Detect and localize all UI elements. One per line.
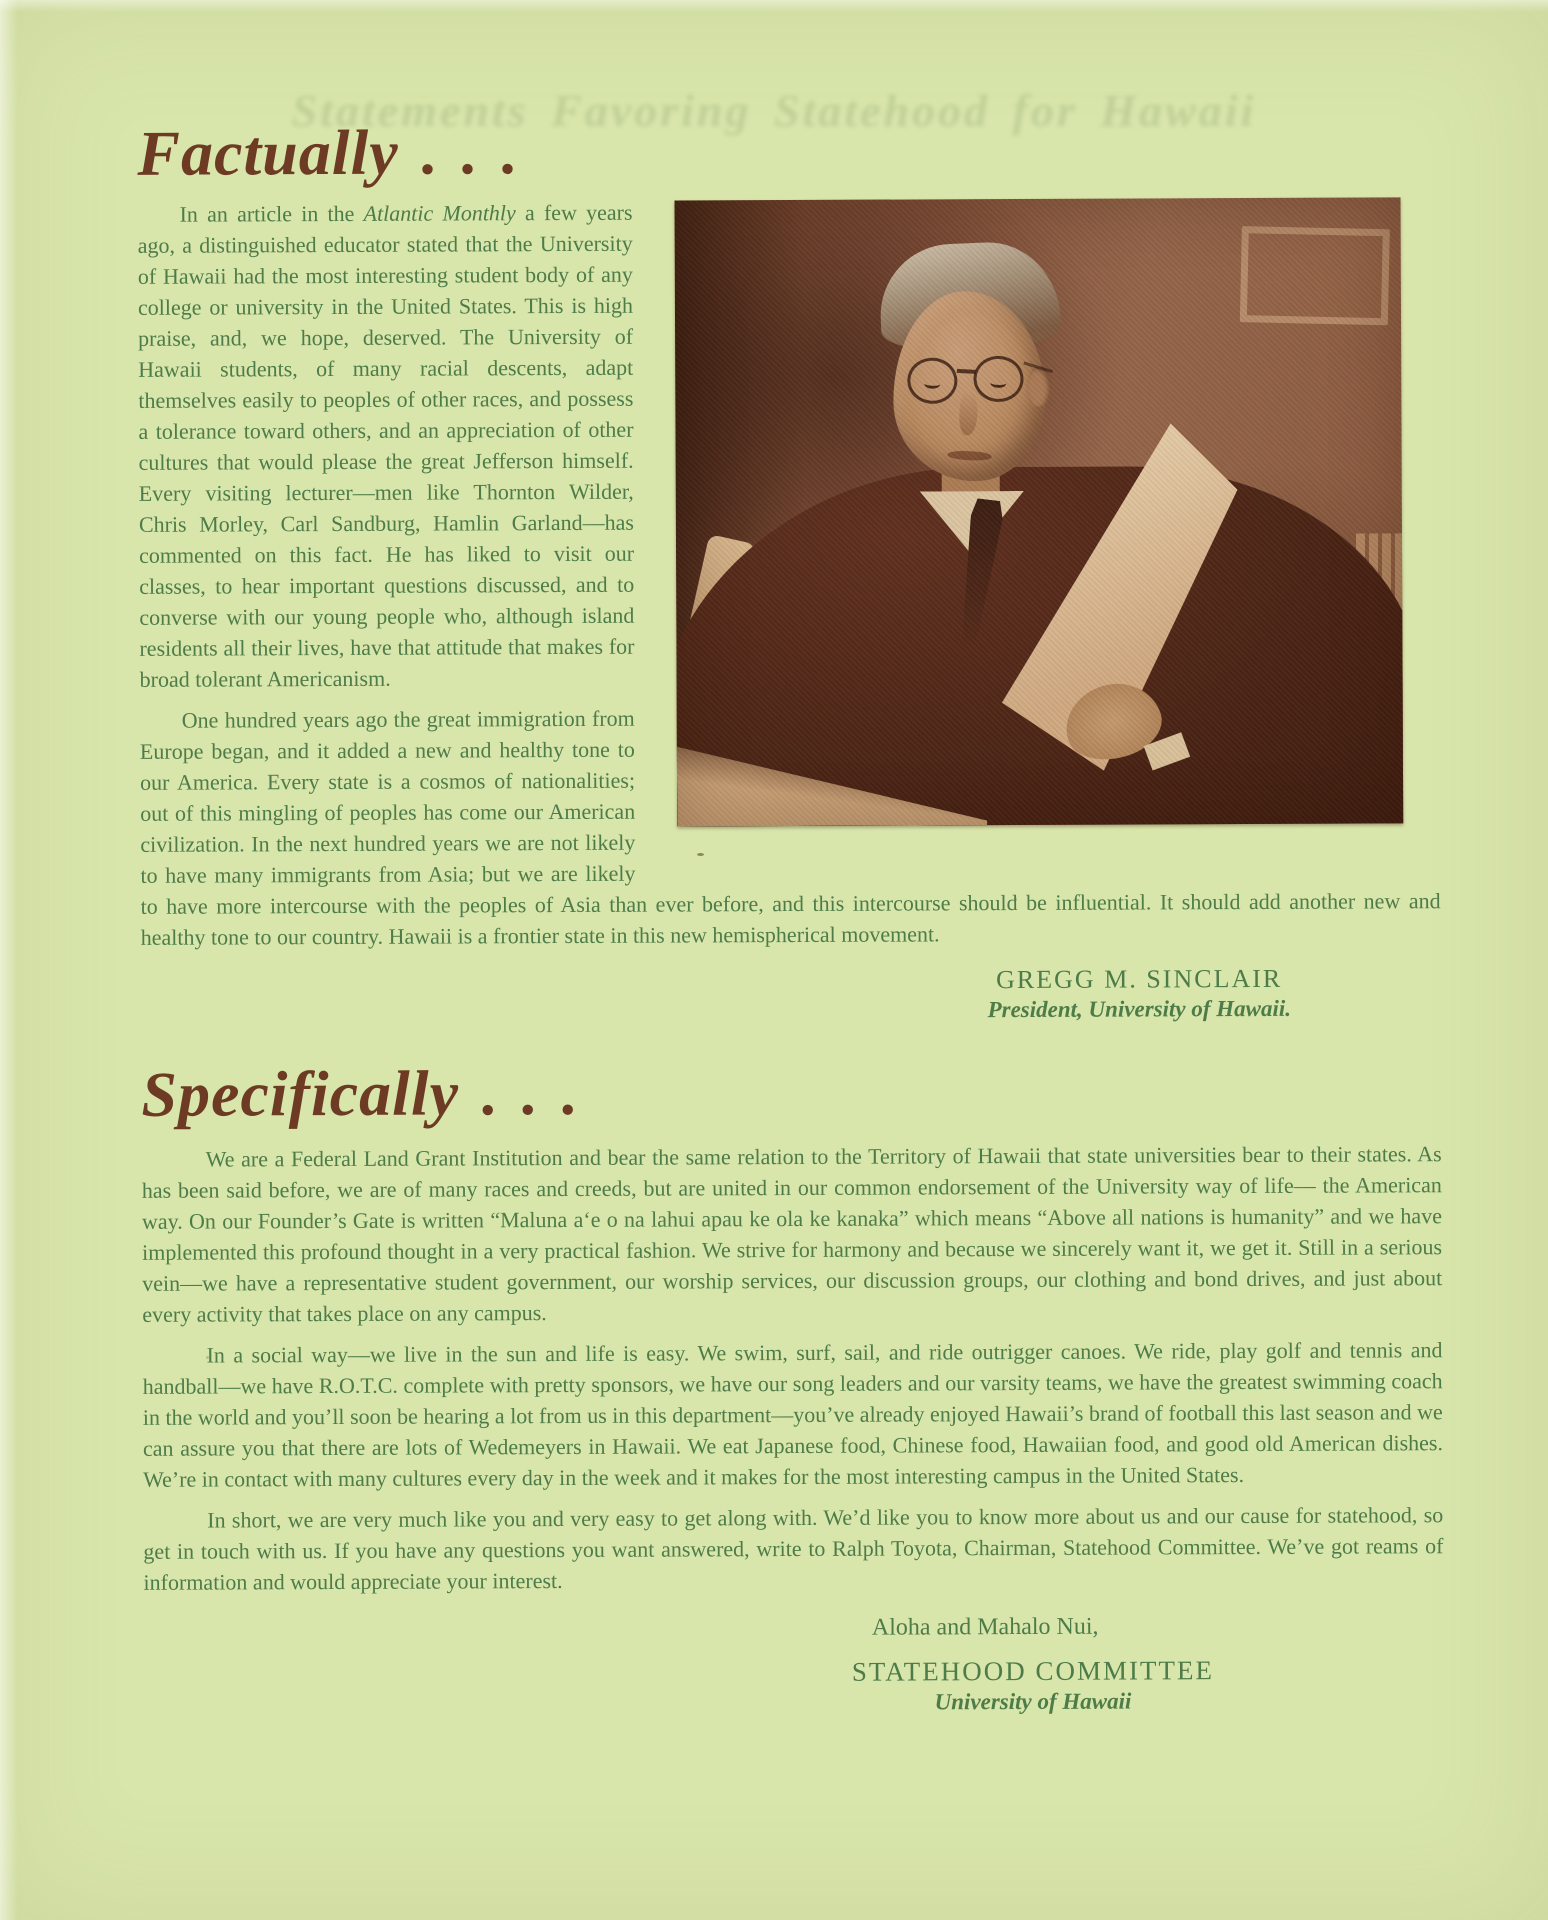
factually-paragraph-2: One hundred years ago the great immigration from Europe began, and it added a new and healthy tone to our America. Every state is a cosmos of nationalities; out of this mingling of peoples has come our American civilization. In the next hundred years we are not likely to have many immigrants from Asia; but we are likely to have more intercourse with the peoples of Asia than ever before, and this intercourse should be influential. It should add another new and healthy tone to our country. Hawaii is a frontier state in this new hemispherical movement.	[139, 705, 1441, 950]
page-content	[137, 0, 1444, 1720]
closing-organization-sub: University of Hawaii	[934, 1688, 1132, 1715]
sinclair-portrait-photo	[675, 197, 1404, 826]
signature-name: GREGG M. SINCLAIR	[996, 963, 1283, 995]
factually-heading: Factually . . .	[137, 116, 519, 189]
specifically-paragraph-1: We are a Federal Land Grant Institution and bear the same relation to the Territory of Hawaii that state universities bear to their states. As has been said before, we are of many races and creeds, but are united in our common endorsement of the University way of life— the American way. On our Founder’s Gate is written “Maluna a‘e o na lahui apau ke ola ke kanaka” which means “Above all nations is humanity” and we have implemented this profound thought in a very practical fashion. We strive for harmony and because we sincerely want it, we get it. Still in a serious vein—we have a representative student government, our worship services, our discussion groups, our clothing and bond drives, and just about every activity that takes place on any campus.	[141, 1141, 1443, 1327]
signature-title: President, University of Hawaii.	[987, 995, 1292, 1023]
closing-organization: STATEHOOD COMMITTEE	[851, 1655, 1214, 1687]
factually-text-flow	[137, 193, 1440, 953]
ghost-show-through-title: Statements Favoring Statehood for Hawaii	[291, 85, 1257, 136]
closing-salutation: Aloha and Mahalo Nui,	[871, 1613, 1099, 1641]
specifically-paragraph-2: In a social way—we live in the sun and life is easy. We swim, surf, sail, and ride outrigger canoes. We ride, play golf and tennis and handball—we have R.O.T.C. complete with pretty sponsors, we have our song leaders and our varsity teams, we have the greatest swimming coach in the world and you’ll soon be hearing a lot from us in this department—you’ve already enjoyed Hawaii’s brand of football this last season and we can assure you that there are lots of Wedemeyers in Hawaii. We eat Japanese food, Chinese food, Hawaiian food, and good old American dishes. We’re in contact with many cultures every day in the week and it makes for the most interesting campus in the United States.	[142, 1337, 1443, 1492]
section-factually	[137, 0, 1441, 1028]
photo-halftone-grain	[675, 197, 1404, 826]
closing-block	[852, 1611, 1215, 1717]
paragraph-text: In an article in the	[179, 200, 364, 227]
specifically-paragraph-3: In short, we are very much like you and very easy to get along with. We’d like you to know more about us and our cause for statehood, so get in touch with us. If you have any questions you want answered, write to Ralph Toyota, Chairman, Statehood Committee. We’ve got reams of information and would appreciate your interest.	[143, 1502, 1444, 1595]
specifically-heading: Specifically . . .	[141, 1056, 580, 1130]
paragraph-text: a few years ago, a distinguished educator stated that the University of Hawaii had the most interesting student body of any college or university in the United States. This is high praise, and, we hope, deserved. The University of Hawaii students, of many racial descents, adapt themselves easily to peoples of other races, and possess a tolerance toward others, and an appreciation of other cultures that would please the great Jefferson himself. Every visiting lecturer—men like Thornton Wilder, Chris Morley, Carl Sandburg, Hamlin Garland—has commented on this fact. He has liked to visit our classes, to hear important questions discussed, and to converse with our young people who, although island residents all their lives, have that attitude that makes for broad tolerant Americanism.	[137, 199, 635, 692]
signature-block	[987, 964, 1291, 1024]
section-specifically	[141, 1056, 1444, 1720]
atlantic-monthly-italic: Atlantic Monthly	[363, 200, 516, 226]
